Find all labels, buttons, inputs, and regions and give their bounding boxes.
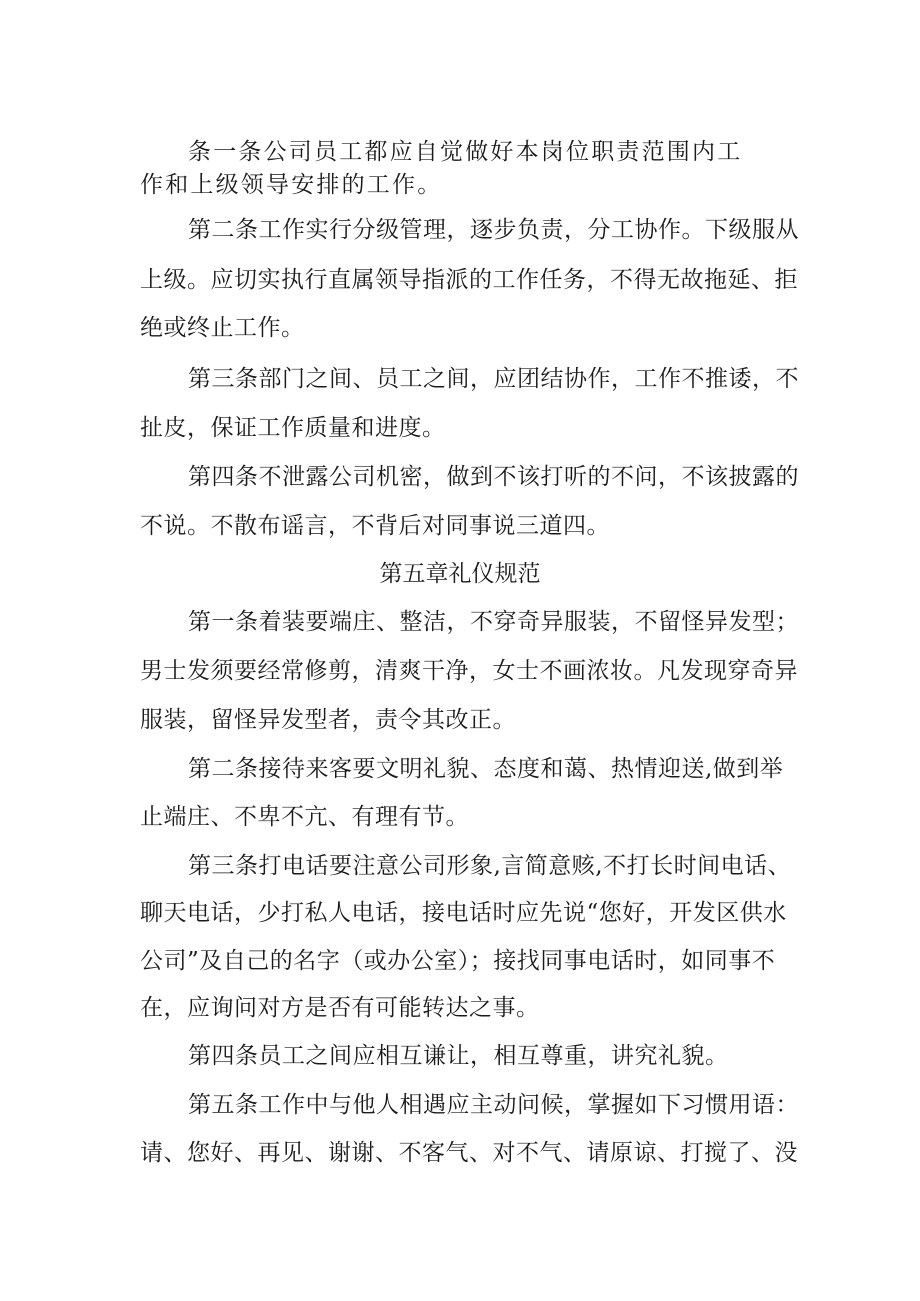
paragraph-line: 不说。不散布谣言，不背后对同事说三道四。 <box>140 513 610 539</box>
paragraph-line: 第五条工作中与他人相遇应主动问候，掌握如下习惯用语： <box>188 1092 799 1118</box>
paragraph-line: 第四条员工之间应相互谦让，相互尊重，讲究礼貌。 <box>188 1043 729 1069</box>
paragraph-line: 服装，留怪异发型者，责令其改正。 <box>140 707 516 733</box>
paragraph-line: 在，应询问对方是否有可能转达之事。 <box>140 995 540 1021</box>
paragraph-line: 第二条接待来客要文明礼貌、态度和蔼、热情迎送,做到举 <box>188 756 784 782</box>
chapter-heading: 第五章礼仪规范 <box>379 561 541 587</box>
paragraph-line: 止端庄、不卑不亢、有理有节。 <box>140 804 469 830</box>
paragraph-line: 上级。应切实执行直属领导指派的工作任务，不得无故拖延、拒 <box>140 267 798 293</box>
paragraph-line: 请、您好、再见、谢谢、不客气、对不气、请原谅、打搅了、没 <box>140 1140 798 1166</box>
paragraph-line: 聊天电话，少打私人电话，接电话时应先说“您好，开发区供水 <box>140 900 787 926</box>
paragraph-line: 条一条公司员工都应自觉做好本岗位职责范围内工 <box>188 139 743 165</box>
paragraph-line: 男士发须要经常修剪，清爽干净，女士不画浓妆。凡发现穿奇异 <box>140 658 798 684</box>
paragraph-line: 第二条工作实行分级管理，逐步负责，分工协作。下级服从 <box>188 217 799 243</box>
paragraph-line: 第一条着装要端庄、整洁，不穿奇异服装，不留怪异发型； <box>188 609 799 635</box>
paragraph-line: 公司”及自己的名字（或办公室）；接找同事电话时，如同事不 <box>140 948 776 974</box>
paragraph-line: 绝或终止工作。 <box>140 315 305 341</box>
paragraph-line: 第四条不泄露公司机密，做到不该打听的不问，不该披露的 <box>188 464 799 490</box>
paragraph-line: 第三条部门之间、员工之间，应团结协作，工作不推诿，不 <box>188 366 799 392</box>
paragraph-line: 第三条打电话要注意公司形象,言简意赅,不打长时间电话、 <box>188 853 792 879</box>
paragraph-line: 扯皮，保证工作质量和进度。 <box>140 415 446 441</box>
paragraph-line: 作和上级领导安排的工作。 <box>140 172 443 198</box>
